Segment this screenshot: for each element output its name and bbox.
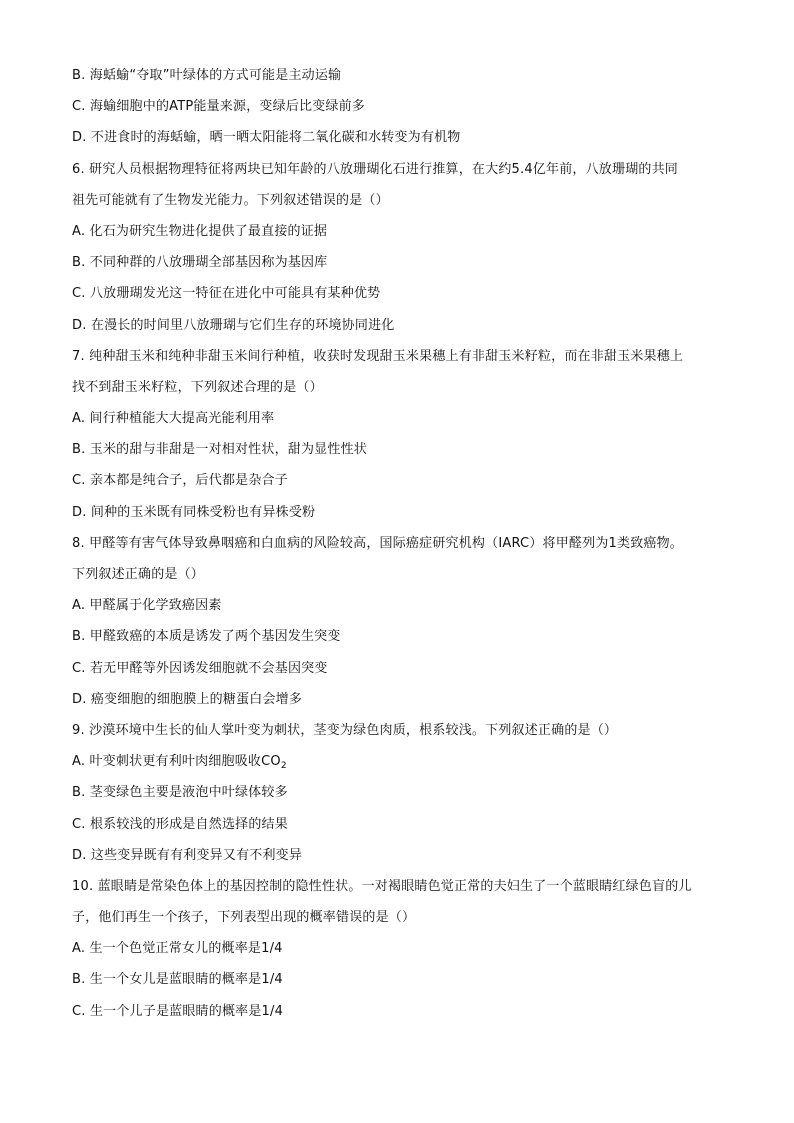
question-7-stem-cont: 找不到甜玉米籽粒，下列叙述合理的是（） [72,379,323,395]
option-line: B. 茎变绿色主要是液泡中叶绿体较多 [72,785,288,801]
question-8-stem-cont: 下列叙述正确的是（） [72,567,205,582]
option-line: B. 海蛞蝓“夺取”叶绿体的方式可能是主动运输 [72,68,342,83]
option-line: C. 亲本都是纯合子，后代都是杂合子 [72,473,288,489]
option-line: D. 间种的玉米既有同株受粉也有异株受粉 [72,504,316,520]
option-line: D. 不进食时的海蛞蝓，晒一晒太阳能将二氧化碳和水转变为有机物 [72,130,461,146]
option-line: B. 生一个女儿是蓝眼睛的概率是1/4 [72,972,283,988]
option-line: C. 根系较浅的形成是自然选择的结果 [72,816,288,832]
question-7-stem: 7. 纯种甜玉米和纯种非甜玉米间行种植，收获时发现甜玉米果穗上有非甜玉米籽粒，而在非甜玉米果穗上 [72,348,684,364]
question-6-stem: 6. 研究人员根据物理特征将两块已知年龄的八放珊瑚化石进行推算，在大约5.4亿年前，八放珊瑚的共同 [72,161,679,177]
option-line: D. 这些变异既有有利变异又有不利变异 [72,847,303,863]
question-10-stem: 10. 蓝眼睛是常染色体上的基因控制的隐性性状。一对褐眼睛色觉正常的夫妇生了一个蓝眼睛红绿色盲的儿 [72,878,692,894]
option-line: B. 甲醛致癌的本质是诱发了两个基因发生突变 [72,629,341,645]
option-line: C. 海蝓细胞中的ATP能量来源，变绿后比变绿前多 [72,99,366,115]
document-page [72,60,726,1027]
option-line: B. 不同种群的八放珊瑚全部基因称为基因库 [72,255,328,271]
question-9-stem: 9. 沙漠环境中生长的仙人掌叶变为刺状，茎变为绿色肉质，根系较浅。下列叙述正确的是（） [72,722,618,738]
option-line: A. 化石为研究生物进化提供了最直接的证据 [72,223,328,239]
option-line: D. 癌变细胞的细胞膜上的糖蛋白会增多 [72,691,303,707]
option-line: C. 八放珊瑚发光这一特征在进化中可能具有某种优势 [72,286,381,302]
option-line: D. 在漫长的时间里八放珊瑚与它们生存的环境协同进化 [72,317,395,333]
option-text: A. 叶变刺状更有利叶肉细胞吸收CO [72,754,281,770]
question-8-stem: 8. 甲醛等有害气体导致鼻咽癌和白血病的风险较高，国际癌症研究机构（IARC）将甲醛列为1类致癌物。 [72,535,683,551]
question-6-stem-cont: 祖先可能就有了生物发光能力。下列叙述错误的是（） [72,192,389,208]
option-line: C. 生一个儿子是蓝眼睛的概率是1/4 [72,1003,284,1019]
question-10-stem-cont: 子，他们再生一个孩子，下列表型出现的概率错误的是（） [72,910,416,926]
option-line-with-subscript [72,746,726,777]
subscript: 2 [280,761,287,772]
option-line: A. 生一个色觉正常女儿的概率是1/4 [72,941,283,957]
option-line: B. 玉米的甜与非甜是一对相对性状，甜为显性性状 [72,442,367,458]
option-line: C. 若无甲醛等外因诱发细胞就不会基因突变 [72,660,328,676]
option-line: A. 间行种植能大大提高光能利用率 [72,411,275,427]
option-line: A. 甲醛属于化学致癌因素 [72,598,222,614]
